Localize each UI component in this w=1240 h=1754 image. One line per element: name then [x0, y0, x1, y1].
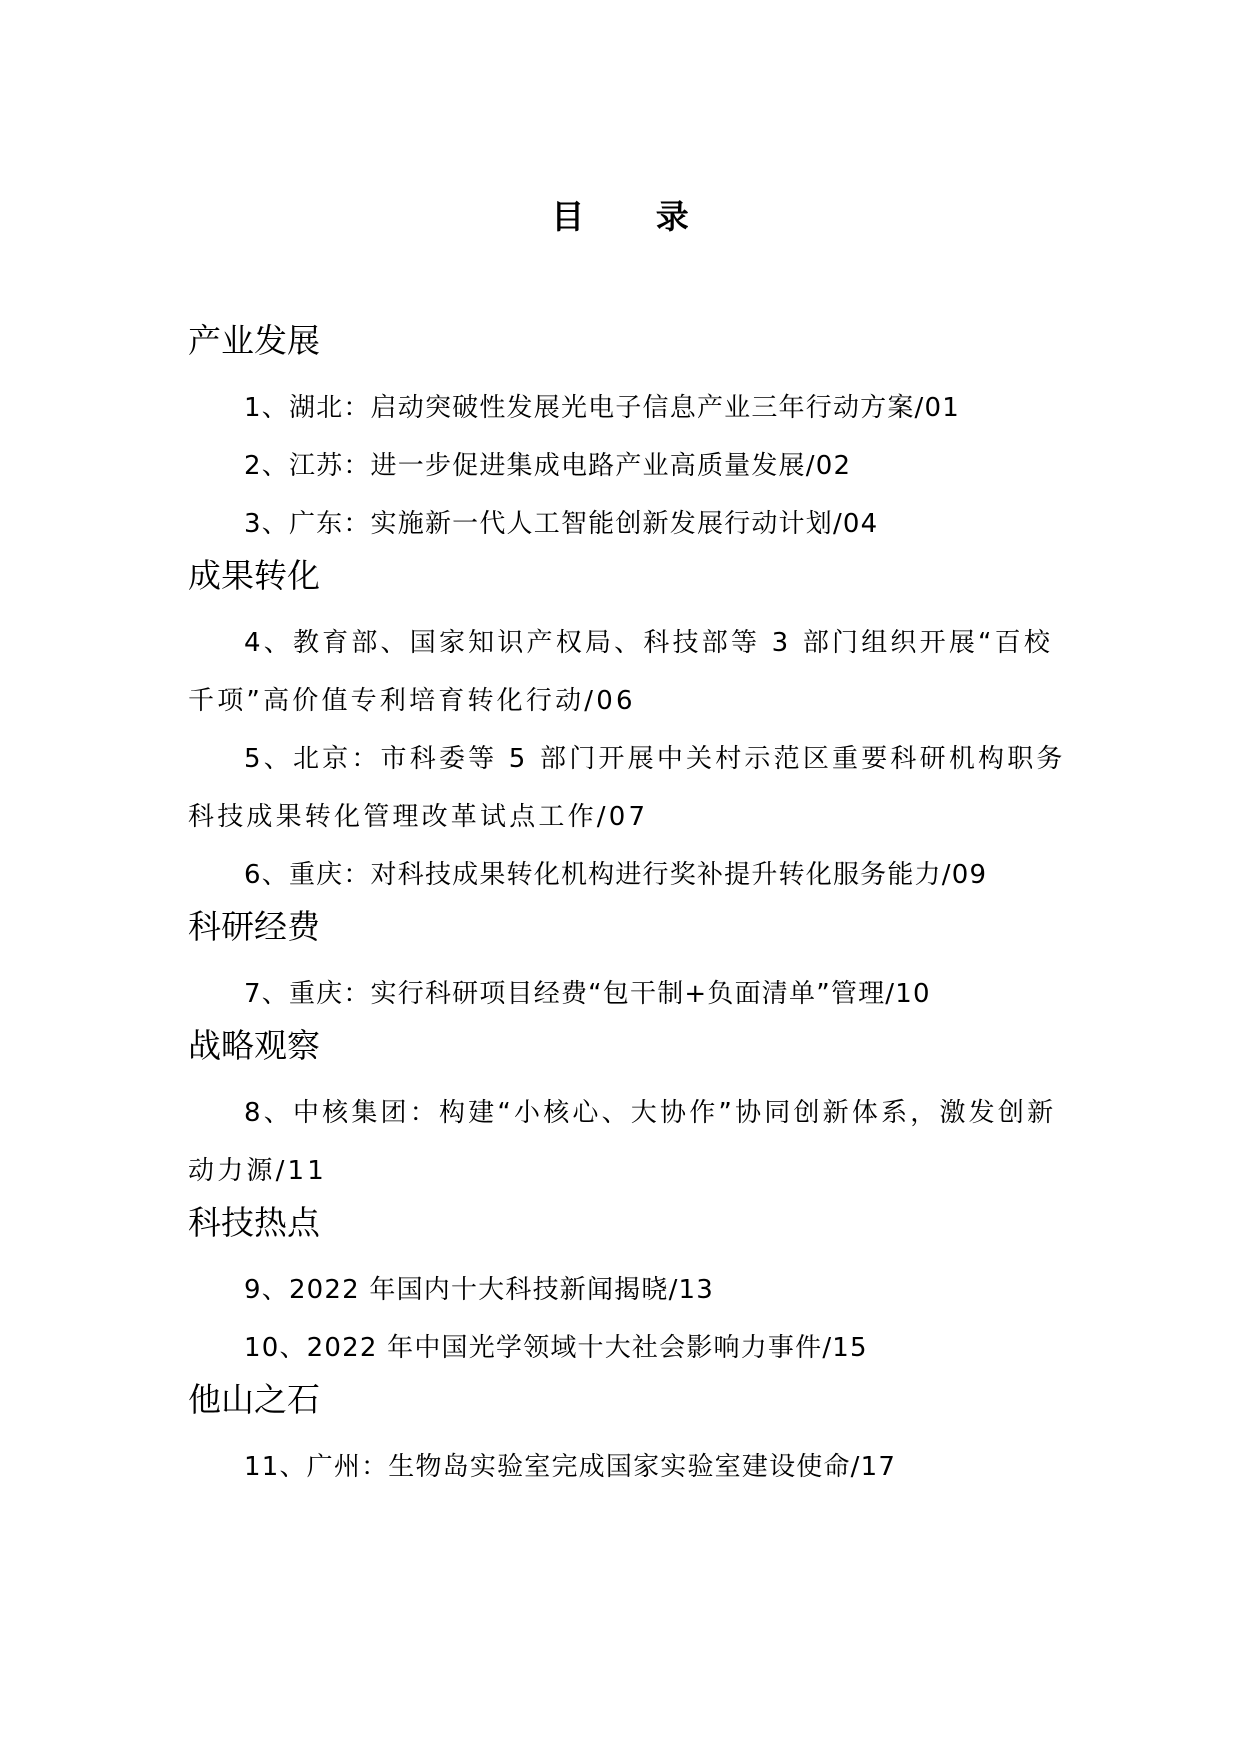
toc-section-tech-hotspots	[188, 1200, 1068, 1377]
toc-entry[interactable]: 2、江苏：进一步促进集成电路产业高质量发展/02	[244, 451, 852, 481]
toc-entry[interactable]: 9、2022 年国内十大科技新闻揭晓/13	[244, 1275, 715, 1305]
section-heading: 产业发展	[188, 321, 320, 360]
toc-section-industry	[188, 318, 1068, 553]
toc-section-achievement-transfer	[188, 553, 1068, 904]
toc-entry[interactable]: 4、教育部、国家知识产权局、科技部等 3 部门组织开展“百校千项”高价值专利培育转化行动/06	[188, 628, 1054, 716]
toc-section-research-funding	[188, 904, 1068, 1023]
toc-entry[interactable]: 10、2022 年中国光学领域十大社会影响力事件/15	[244, 1333, 868, 1363]
table-of-contents	[188, 318, 1068, 1496]
page-title: 目 录	[551, 197, 719, 236]
toc-entry[interactable]: 6、重庆：对科技成果转化机构进行奖补提升转化服务能力/09	[244, 860, 988, 890]
toc-entry[interactable]: 11、广州：生物岛实验室完成国家实验室建设使命/17	[244, 1452, 897, 1482]
toc-entry[interactable]: 8、中核集团：构建“小核心、大协作”协同创新体系，激发创新动力源/11	[188, 1098, 1057, 1186]
toc-entry[interactable]: 5、北京：市科委等 5 部门开展中关村示范区重要科研机构职务科技成果转化管理改革试点工作/07	[188, 744, 1066, 832]
toc-entry[interactable]: 7、重庆：实行科研项目经费“包干制+负面清单”管理/10	[244, 979, 931, 1009]
section-heading: 成果转化	[188, 556, 320, 595]
section-heading: 他山之石	[188, 1380, 320, 1419]
toc-entry[interactable]: 3、广东：实施新一代人工智能创新发展行动计划/04	[244, 509, 879, 539]
section-heading: 战略观察	[188, 1026, 320, 1065]
toc-entry[interactable]: 1、湖北：启动突破性发展光电子信息产业三年行动方案/01	[244, 393, 960, 423]
toc-section-strategy	[188, 1023, 1068, 1200]
section-heading: 科研经费	[188, 907, 320, 946]
toc-section-other-stones	[188, 1377, 1068, 1496]
section-heading: 科技热点	[188, 1203, 320, 1242]
